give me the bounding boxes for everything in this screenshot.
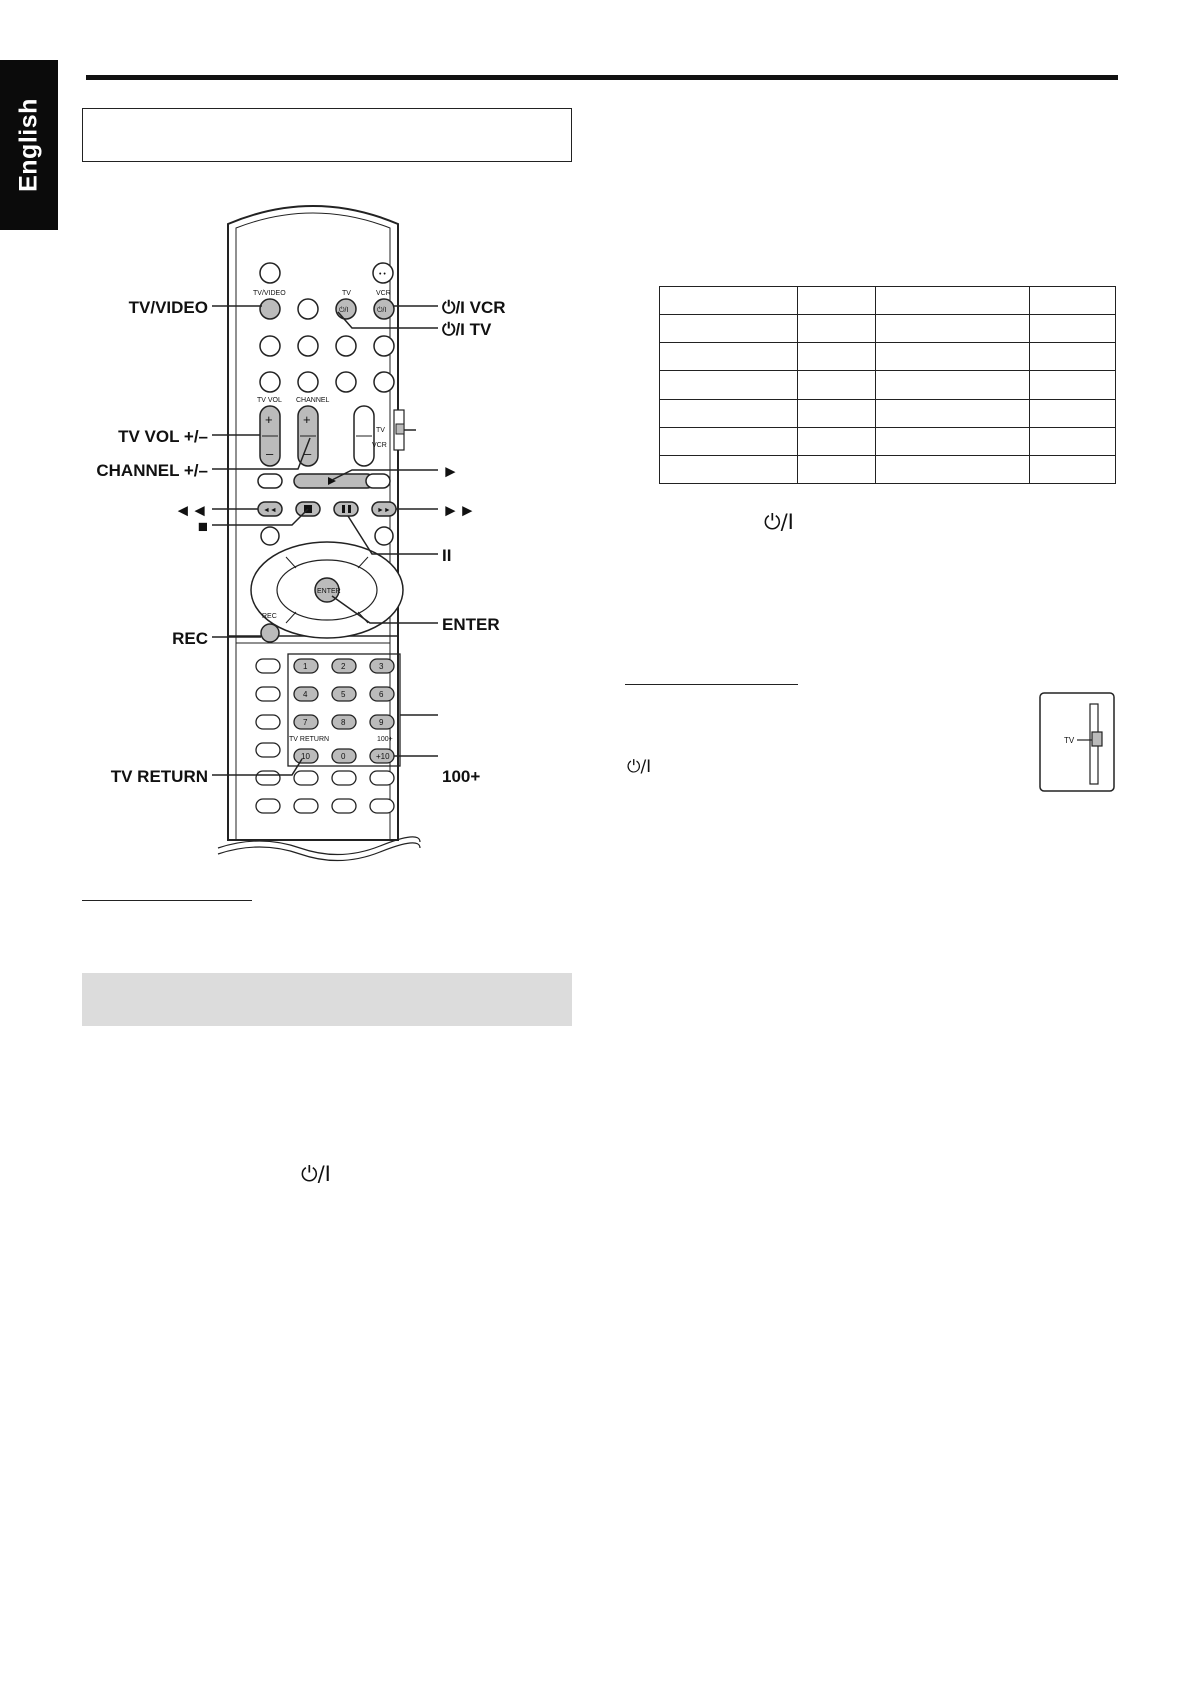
svg-text:+: + bbox=[265, 412, 273, 427]
key-4[interactable]: 4 bbox=[303, 690, 308, 699]
label-hundred-plus: 100+ bbox=[442, 767, 481, 786]
language-tab bbox=[0, 60, 58, 230]
svg-text:◄◄: ◄◄ bbox=[263, 507, 277, 514]
table-row bbox=[660, 287, 1116, 315]
table-row bbox=[660, 315, 1116, 343]
switch-figure-label: TV bbox=[1064, 736, 1075, 745]
tv-video-key[interactable] bbox=[260, 299, 280, 319]
table-row bbox=[660, 427, 1116, 455]
power-symbol-left: ⏻/I bbox=[301, 1162, 331, 1186]
key-5[interactable]: 5 bbox=[341, 690, 346, 699]
svg-text:►►: ►► bbox=[377, 507, 391, 514]
vcr-power-key-label: ⏻/I bbox=[377, 307, 387, 314]
key-2[interactable]: 2 bbox=[341, 662, 346, 671]
remote-control-illustration bbox=[80, 188, 550, 868]
manufacturer-code-table bbox=[659, 286, 1116, 484]
header-rule bbox=[86, 75, 1118, 80]
silk-rec: REC bbox=[262, 613, 277, 620]
note-rule-right bbox=[625, 684, 798, 685]
rec-key[interactable] bbox=[261, 624, 279, 642]
label-play: ► bbox=[442, 462, 459, 481]
silk-channel: CHANNEL bbox=[296, 397, 330, 404]
section-heading-box bbox=[82, 973, 572, 1026]
svg-text:–: – bbox=[304, 446, 312, 461]
key-8[interactable]: 8 bbox=[341, 718, 346, 727]
section-title-box bbox=[82, 108, 572, 162]
label-pause: II bbox=[442, 546, 452, 565]
language-tab-label: English bbox=[14, 98, 43, 192]
svg-text:• •: • • bbox=[379, 271, 386, 278]
silk-hundred-plus: 100+ bbox=[377, 736, 393, 743]
label-vcr-power: ⏻/I VCR bbox=[442, 298, 506, 317]
tv-power-key-label: ⏻/I bbox=[339, 307, 349, 314]
note-rule-left bbox=[82, 900, 252, 901]
label-rewind: ◄◄ bbox=[174, 501, 208, 520]
label-tv-return: TV RETURN bbox=[110, 767, 208, 786]
table-row bbox=[660, 343, 1116, 371]
key-plus-10[interactable]: +10 bbox=[376, 752, 390, 761]
switch-figure-svg bbox=[1039, 692, 1115, 792]
key-1[interactable]: 1 bbox=[303, 662, 308, 671]
svg-text:+: + bbox=[303, 412, 311, 427]
key-6[interactable]: 6 bbox=[379, 690, 384, 699]
label-tv-video: TV/VIDEO bbox=[128, 298, 208, 317]
silk-vcr: VCR bbox=[376, 290, 391, 297]
power-symbol-small: ⏻/I bbox=[627, 757, 652, 777]
silk-tv-video: TV/VIDEO bbox=[253, 290, 286, 297]
table-row bbox=[660, 371, 1116, 399]
key-0[interactable]: 0 bbox=[341, 752, 346, 761]
label-tv-power: ⏻/I TV bbox=[442, 320, 492, 339]
silk-switch-tv: TV bbox=[376, 427, 385, 434]
enter-key-label: ENTER bbox=[317, 588, 341, 595]
label-enter: ENTER bbox=[442, 615, 500, 634]
silk-switch-vcr: VCR bbox=[372, 442, 387, 449]
label-channel: CHANNEL +/– bbox=[96, 461, 208, 480]
silk-tv-return: TV RETURN bbox=[289, 736, 330, 743]
silk-tv-vol: TV VOL bbox=[257, 397, 282, 404]
key-7[interactable]: 7 bbox=[303, 718, 308, 727]
label-rec: REC bbox=[172, 629, 208, 648]
remote-control-svg bbox=[80, 188, 550, 868]
silk-tv: TV bbox=[342, 290, 351, 297]
key-10[interactable]: 10 bbox=[301, 752, 310, 761]
table-row bbox=[660, 455, 1116, 483]
label-fast-forward: ►► bbox=[442, 501, 476, 520]
label-stop: ■ bbox=[197, 517, 208, 536]
table-row bbox=[660, 399, 1116, 427]
key-9[interactable]: 9 bbox=[379, 718, 384, 727]
tv-vcr-switch-figure bbox=[1039, 692, 1115, 792]
key-3[interactable]: 3 bbox=[379, 662, 384, 671]
pause-key[interactable] bbox=[334, 502, 358, 516]
power-symbol-right: ⏻/I bbox=[764, 510, 794, 534]
svg-text:–: – bbox=[266, 446, 274, 461]
label-tv-vol: TV VOL +/– bbox=[118, 427, 208, 446]
